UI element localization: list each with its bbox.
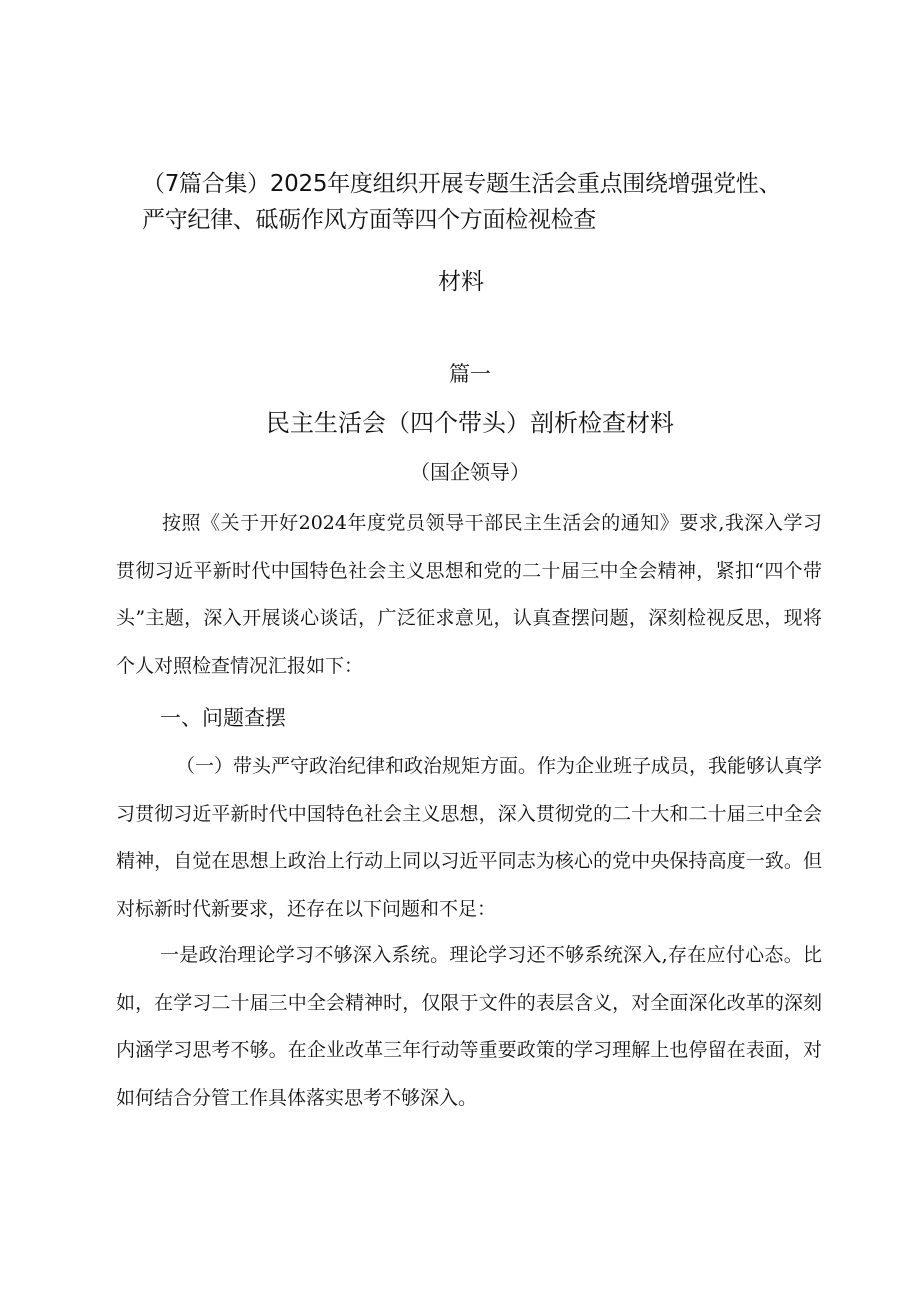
title-line-1: （7篇合集）2025年度组织开展专题生活会重点围绕增强党性、	[142, 171, 782, 197]
title-line-2: 严守纪律、砥砺作风方面等四个方面检视检查	[142, 207, 597, 233]
paragraph-theory-study: 一是政治理论学习不够深入系统。理论学习还不够系统深入,存在应付心态。比如，在学习二十届三中全会精神时，仅限于文件的表层含义，对全面深化改革的深刻内涵学习思考不够。在企业改革三年行动等重要政策的学习理解上也停留在表面，对如何结合分管工作具体落实思考不够深入。	[116, 944, 822, 1109]
heading-problem-review: 一、问题查摆	[160, 706, 286, 730]
section-subtitle: （国企领导）	[410, 460, 530, 484]
section-label: 篇一	[449, 362, 491, 386]
paragraph-political-discipline: （一）带头严守政治纪律和政治规矩方面。作为企业班子成员，我能够认真学习贯彻习近平新时代中国特色社会主义思想，深入贯彻党的二十大和二十届三中全会精神，自觉在思想上政治上行动上同以习近平同志为核心的党中央保持高度一致。但对标新时代新要求，还存在以下问题和不足：	[116, 755, 823, 920]
intro-paragraph: 按照《关于开好2024年度党员领导干部民主生活会的通知》要求,我深入学习贯彻习近平新时代中国特色社会主义思想和党的二十届三中全会精神，紧扣“四个带头”主题，深入开展谈心谈话，广泛征求意见，认真查摆问题，深刻检视反思，现将个人对照检查情况汇报如下：	[116, 512, 822, 677]
title-line-3: 材料	[438, 269, 484, 295]
document-title	[142, 166, 782, 238]
section-title: 民主生活会（四个带头）剖析检查材料	[266, 409, 674, 437]
